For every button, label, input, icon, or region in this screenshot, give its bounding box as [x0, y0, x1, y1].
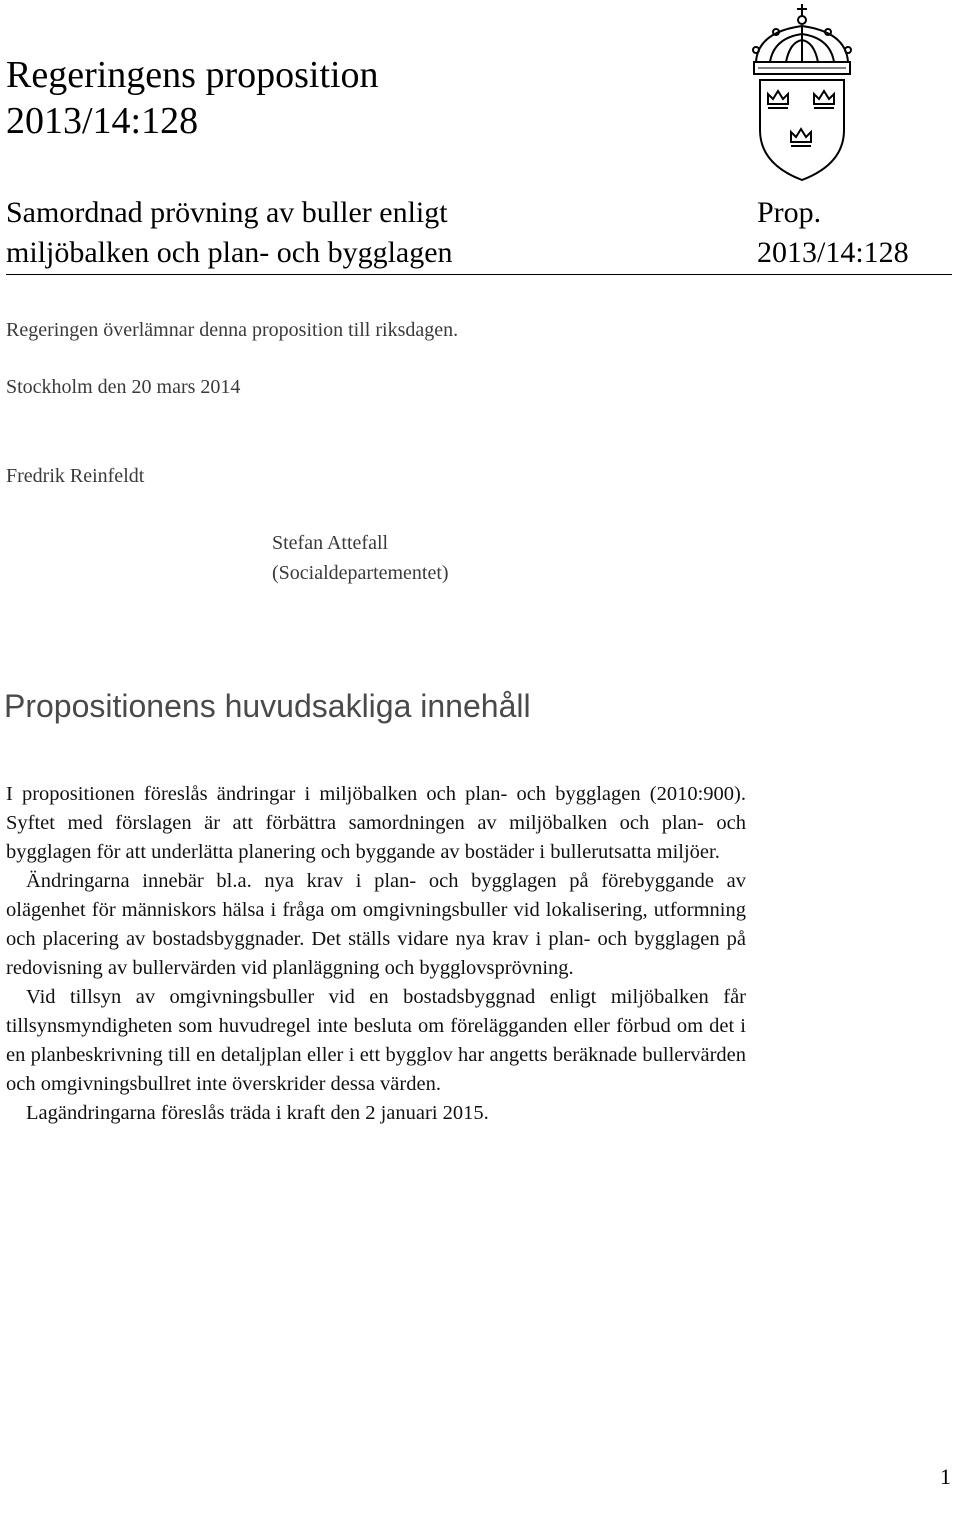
summary-heading: Propositionens huvudsakliga innehåll	[4, 688, 531, 724]
signatory-department: (Socialdepartementet)	[272, 562, 449, 584]
proposition-reference	[757, 193, 909, 273]
summary-paragraph: Vid tillsyn av omgivningsbuller vid en bostadsbyggnad enligt miljöbalken får tillsynsmyndigheten som huvudregel inte besluta om förelägganden eller förbud om det i en planbeskrivning till en detaljplan eller i ett bygglov har angetts beräknade bullervärden och omgivningsbullret inte överskrider dessa värden.	[6, 986, 746, 1095]
swedish-crest-icon	[746, 2, 858, 184]
proposition-subject	[6, 193, 453, 273]
signatory-prime-minister: Fredrik Reinfeldt	[6, 465, 145, 487]
summary-paragraph: Lagändringarna föreslås träda i kraft den 2 januari 2015.	[26, 1102, 489, 1124]
submission-statement: Regeringen överlämnar denna proposition till riksdagen.	[6, 319, 459, 341]
proposition-reference-number: 2013/14:128	[757, 236, 909, 269]
page-number: 1	[940, 1464, 951, 1489]
summary-body	[6, 780, 746, 1128]
document-title	[6, 52, 379, 144]
document-title-line-1: Regeringens proposition	[6, 54, 379, 96]
header-divider	[6, 274, 952, 275]
place-and-date: Stockholm den 20 mars 2014	[6, 376, 241, 398]
proposition-subject-line-2: miljöbalken och plan- och bygglagen	[6, 236, 453, 269]
summary-paragraph: I propositionen föreslås ändringar i miljöbalken och plan- och bygglagen (2010:900). Syftet med förslagen är att förbättra samordningen av miljöbalken och plan- och bygglagen för att underlätta planering och byggande av bostäder i bullerutsatta miljöer.	[6, 783, 746, 863]
proposition-reference-label: Prop.	[757, 196, 822, 229]
document-title-line-2: 2013/14:128	[6, 100, 199, 142]
summary-paragraph: Ändringarna innebär bl.a. nya krav i plan- och bygglagen på förebyggande av olägenhet för människors hälsa i fråga om omgivningsbuller vid lokalisering, utformning och placering av bostadsbyggnader. Det ställs vidare nya krav i plan- och bygglagen på redovisning av bullervärden vid planläggning och bygglovsprövning.	[6, 870, 746, 979]
signatory-minister: Stefan Attefall	[272, 532, 389, 554]
proposition-subject-line-1: Samordnad prövning av buller enligt	[6, 196, 448, 229]
